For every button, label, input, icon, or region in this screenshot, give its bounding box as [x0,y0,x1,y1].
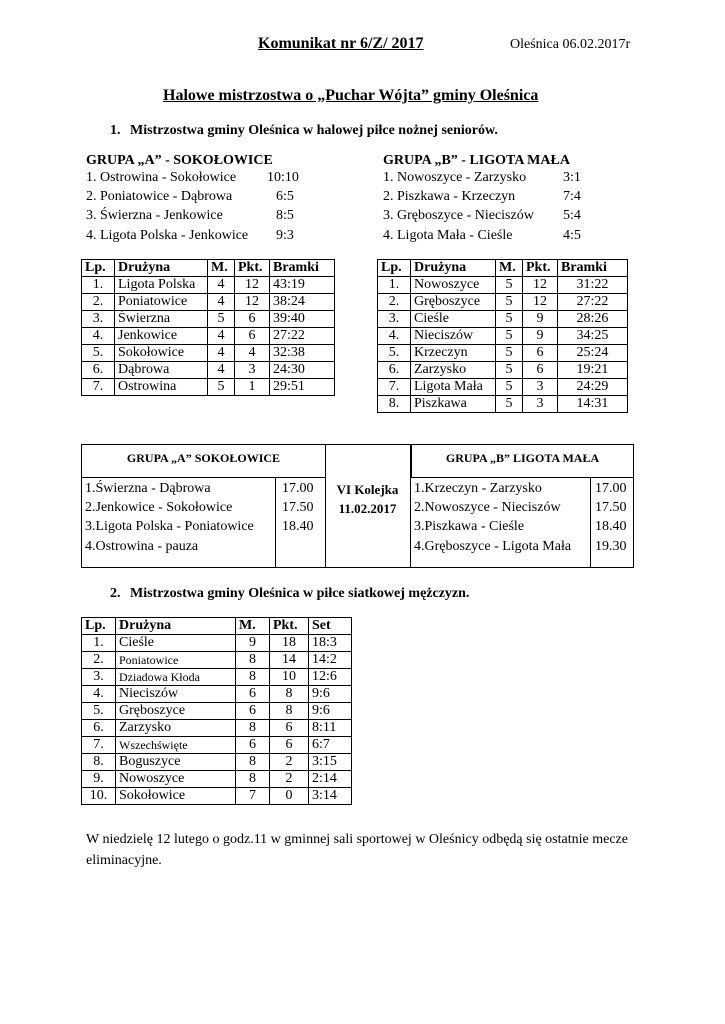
section1-number: 1. [110,123,121,138]
match-score: 8:5 [276,208,294,223]
cell-lp: 7. [82,737,116,754]
announcement-title: Komunikat nr 6/Z/ 2017 [258,35,424,52]
col-header-points: Pkt. [235,260,270,277]
match-teams: 4. Ligota Mała - Cieśle [383,228,513,243]
cell-matches: 5 [496,379,523,396]
group-b-standings-table [377,259,628,413]
cell-goals: 19:21 [558,362,628,379]
cell-lp: 8. [82,754,116,771]
cell-goals: 24:29 [558,379,628,396]
cell-team: Boguszyce [116,754,236,771]
cell-sets: 6:7 [309,737,352,754]
cell-points: 9 [523,328,558,345]
cell-lp: 1. [378,277,411,294]
schedule-b-match: 4.Gręboszyce - Ligota Mała [414,539,572,554]
cell-matches: 5 [496,277,523,294]
cell-points: 12 [523,294,558,311]
cell-team: Nieciszów [116,686,236,703]
match-score: 9:3 [276,228,294,243]
table-row [82,771,352,788]
group-a-match [86,228,306,248]
cell-goals: 27:22 [270,328,335,345]
cell-team: Cieśle [411,311,496,328]
table-row [82,686,352,703]
divider [410,445,411,567]
cell-team: Poniatowice [115,294,208,311]
cell-points: 18 [270,635,309,652]
cell-team: Sokołowice [116,788,236,805]
schedule-a-time: 17.50 [282,500,314,515]
cell-lp: 7. [82,379,115,396]
cell-lp: 6. [82,362,115,379]
cell-team: Krzeczyn [411,345,496,362]
col-header-matches: M. [236,618,270,635]
cell-points: 12 [523,277,558,294]
cell-matches: 6 [236,703,270,720]
closing-note: W niedzielę 12 lutego o godz.11 w gminnej sali sportowej w Oleśnicy odbędą się ostatnie mecze eliminacyjne. [86,832,628,868]
match-teams: 3. Gręboszyce - Nieciszów [383,208,534,223]
table-row [82,737,352,754]
col-header-lp: Lp. [82,260,115,277]
cell-goals: 34:25 [558,328,628,345]
cell-points: 10 [270,669,309,686]
schedule-group-b-title: GRUPA „B” LIGOTA MAŁA [411,445,633,478]
cell-lp: 3. [82,311,115,328]
cell-sets: 9:6 [309,703,352,720]
cell-lp: 2. [82,652,116,669]
cell-sets: 8:11 [309,720,352,737]
cell-matches: 4 [208,328,235,345]
cell-goals: 27:22 [558,294,628,311]
cell-sets: 9:6 [309,686,352,703]
table-row [378,362,628,379]
schedule-b-time: 18.40 [595,519,627,534]
col-header-lp: Lp. [82,618,116,635]
schedule-a-time: 17.00 [282,481,314,496]
group-a-title: GRUPA „A” - SOKOŁOWICE [86,153,273,168]
section2-title-text: Mistrzostwa gminy Oleśnica w piłce siatkowej mężczyzn. [130,586,470,601]
cell-matches: 8 [236,720,270,737]
cell-lp: 3. [378,311,411,328]
cell-points: 8 [270,703,309,720]
cell-points: 6 [523,345,558,362]
cell-matches: 4 [208,277,235,294]
cell-lp: 1. [82,277,115,294]
section1-title-text: Mistrzostwa gminy Oleśnica w halowej piłce nożnej seniorów. [130,123,498,138]
col-header-points: Pkt. [270,618,309,635]
schedule-b-match: 3.Piszkawa - Cieśle [414,519,525,534]
cell-points: 14 [270,652,309,669]
table-header-row [378,260,628,277]
col-header-team: Drużyna [115,260,208,277]
table-row [82,754,352,771]
section2-number: 2. [110,586,121,601]
schedule-b-time: 19.30 [595,539,627,554]
cell-matches: 5 [208,379,235,396]
col-header-matches: M. [208,260,235,277]
cell-team: Jenkowice [115,328,208,345]
cell-team: Zarzysko [411,362,496,379]
cell-sets: 2:14 [309,771,352,788]
table-row [82,703,352,720]
schedule-a-match: 3.Ligota Polska - Poniatowice [85,519,254,534]
cell-points: 9 [523,311,558,328]
cell-team: Poniatowice [116,652,236,669]
schedule-a-match: 4.Ostrowina - pauza [85,539,199,554]
cell-lp: 4. [82,686,116,703]
cell-goals: 24:30 [270,362,335,379]
cell-points: 8 [270,686,309,703]
cell-goals: 14:31 [558,396,628,413]
table-row [82,652,352,669]
cell-points: 6 [270,737,309,754]
table-row [82,788,352,805]
cell-team: Ostrowina [115,379,208,396]
cell-matches: 4 [208,294,235,311]
cell-lp: 1. [82,635,116,652]
table-row [378,396,628,413]
cell-team: Piszkawa [411,396,496,413]
match-teams: 2. Piszkawa - Krzeczyn [383,189,516,204]
round-label: VI Kolejka [336,482,399,497]
cell-goals: 43:19 [270,277,335,294]
table-row [82,669,352,686]
match-teams: 1. Nowoszyce - Zarzysko [383,170,527,185]
table-row [378,328,628,345]
cell-goals: 32:38 [270,345,335,362]
cell-matches: 8 [236,771,270,788]
cell-points: 6 [235,311,270,328]
cell-points: 1 [235,379,270,396]
schedule-group-a-title: GRUPA „A” SOKOŁOWICE [82,445,326,478]
table-row [82,277,335,294]
table-row [82,311,335,328]
cell-points: 6 [270,720,309,737]
cell-matches: 8 [236,754,270,771]
col-header-matches: M. [496,260,523,277]
cell-team: Zarzysko [116,720,236,737]
table-row [82,362,335,379]
cell-points: 0 [270,788,309,805]
table-row [82,720,352,737]
cell-matches: 4 [208,362,235,379]
cell-lp: 4. [82,328,115,345]
cell-goals: 28:26 [558,311,628,328]
match-score: 5:4 [563,208,581,223]
cell-team: Wszechświęte [116,737,236,754]
round-schedule-box [81,444,634,568]
cell-points: 12 [235,294,270,311]
cell-points: 3 [235,362,270,379]
group-a-standings-table [81,259,335,396]
table-header-row [82,618,352,635]
match-score: 4:5 [563,228,581,243]
col-header-points: Pkt. [523,260,558,277]
col-header-goals: Bramki [270,260,335,277]
match-score: 7:4 [563,189,581,204]
cell-lp: 5. [82,345,115,362]
schedule-a-match: 1.Świerzna - Dąbrowa [85,481,211,496]
group-a-match [86,170,306,190]
divider [275,478,276,567]
group-b-match [383,189,613,209]
table-row [82,345,335,362]
cell-lp: 4. [378,328,411,345]
col-header-sets: Set [309,618,352,635]
cell-matches: 5 [496,328,523,345]
cell-team: Dąbrowa [115,362,208,379]
cell-matches: 5 [496,396,523,413]
cell-team: Świerzna [115,311,208,328]
cell-team: Dziadowa Kłoda [116,669,236,686]
match-teams: 3. Świerzna - Jenkowice [86,208,223,223]
cell-matches: 8 [236,652,270,669]
schedule-b-time: 17.00 [595,481,627,496]
cell-team: Gręboszyce [116,703,236,720]
cell-goals: 39:40 [270,311,335,328]
cell-points: 4 [235,345,270,362]
cell-matches: 5 [496,311,523,328]
cell-lp: 10. [82,788,116,805]
cell-team: Sokołowice [115,345,208,362]
group-b-title: GRUPA „B” - LIGOTA MAŁA [383,153,570,168]
cell-sets: 14:2 [309,652,352,669]
cell-team: Nowoszyce [411,277,496,294]
section2-title [110,586,469,602]
cell-matches: 5 [496,294,523,311]
schedule-a-time: 18.40 [282,519,314,534]
match-teams: 2. Poniatowice - Dąbrowa [86,189,233,204]
match-score: 10:10 [267,170,299,185]
table-row [82,328,335,345]
cell-team: Ligota Polska [115,277,208,294]
match-teams: 4. Ligota Polska - Jenkowice [86,228,249,243]
announcement-date: Oleśnica 06.02.2017r [510,37,631,52]
col-header-team: Drużyna [116,618,236,635]
group-b-match [383,170,613,190]
table-row [82,379,335,396]
group-a-match [86,189,306,209]
cell-lp: 6. [378,362,411,379]
cell-goals: 25:24 [558,345,628,362]
table-row [82,294,335,311]
col-header-team: Drużyna [411,260,496,277]
cell-matches: 6 [236,737,270,754]
group-a-match [86,208,306,228]
table-row [82,635,352,652]
cell-lp: 3. [82,669,116,686]
cell-sets: 3:15 [309,754,352,771]
cell-lp: 5. [82,703,116,720]
cell-team: Nowoszyce [116,771,236,788]
cell-goals: 38:24 [270,294,335,311]
cell-points: 2 [270,771,309,788]
table-row [378,294,628,311]
schedule-b-time: 17.50 [595,500,627,515]
cell-points: 3 [523,379,558,396]
match-teams: 1. Ostrowina - Sokołowice [86,170,237,185]
main-title: Halowe mistrzostwa o „Puchar Wójta” gminy Oleśnica [163,87,539,104]
cell-team: Ligota Mała [411,379,496,396]
table-header-row [82,260,335,277]
cell-matches: 4 [208,345,235,362]
match-score: 6:5 [276,189,294,204]
table-row [378,311,628,328]
col-header-lp: Lp. [378,260,411,277]
cell-team: Cieśle [116,635,236,652]
cell-team: Gręboszyce [411,294,496,311]
cell-matches: 8 [236,669,270,686]
cell-goals: 31:22 [558,277,628,294]
cell-lp: 2. [378,294,411,311]
cell-sets: 12:6 [309,669,352,686]
cell-goals: 29:51 [270,379,335,396]
table-row [378,379,628,396]
round-date: 11.02.2017 [338,501,397,516]
table-row [378,277,628,294]
cell-points: 6 [523,362,558,379]
cell-lp: 6. [82,720,116,737]
schedule-b-match: 2.Nowoszyce - Nieciszów [414,500,561,515]
col-header-goals: Bramki [558,260,628,277]
cell-points: 3 [523,396,558,413]
cell-matches: 7 [236,788,270,805]
cell-lp: 8. [378,396,411,413]
cell-matches: 5 [208,311,235,328]
divider [590,478,591,567]
cell-points: 6 [235,328,270,345]
cell-points: 2 [270,754,309,771]
group-b-match [383,228,613,248]
cell-team: Nieciszów [411,328,496,345]
cell-lp: 7. [378,379,411,396]
cell-matches: 5 [496,362,523,379]
cell-matches: 5 [496,345,523,362]
cell-sets: 18:3 [309,635,352,652]
section1-title [110,123,498,139]
cell-lp: 5. [378,345,411,362]
schedule-b-match: 1.Krzeczyn - Zarzysko [414,481,542,496]
group-b-match [383,208,613,228]
cell-matches: 6 [236,686,270,703]
cell-matches: 9 [236,635,270,652]
cell-lp: 9. [82,771,116,788]
volleyball-standings-table [81,617,352,805]
match-score: 3:1 [563,170,581,185]
cell-points: 12 [235,277,270,294]
schedule-a-match: 2.Jenkowice - Sokołowice [85,500,233,515]
table-row [378,345,628,362]
cell-lp: 2. [82,294,115,311]
cell-sets: 3:14 [309,788,352,805]
